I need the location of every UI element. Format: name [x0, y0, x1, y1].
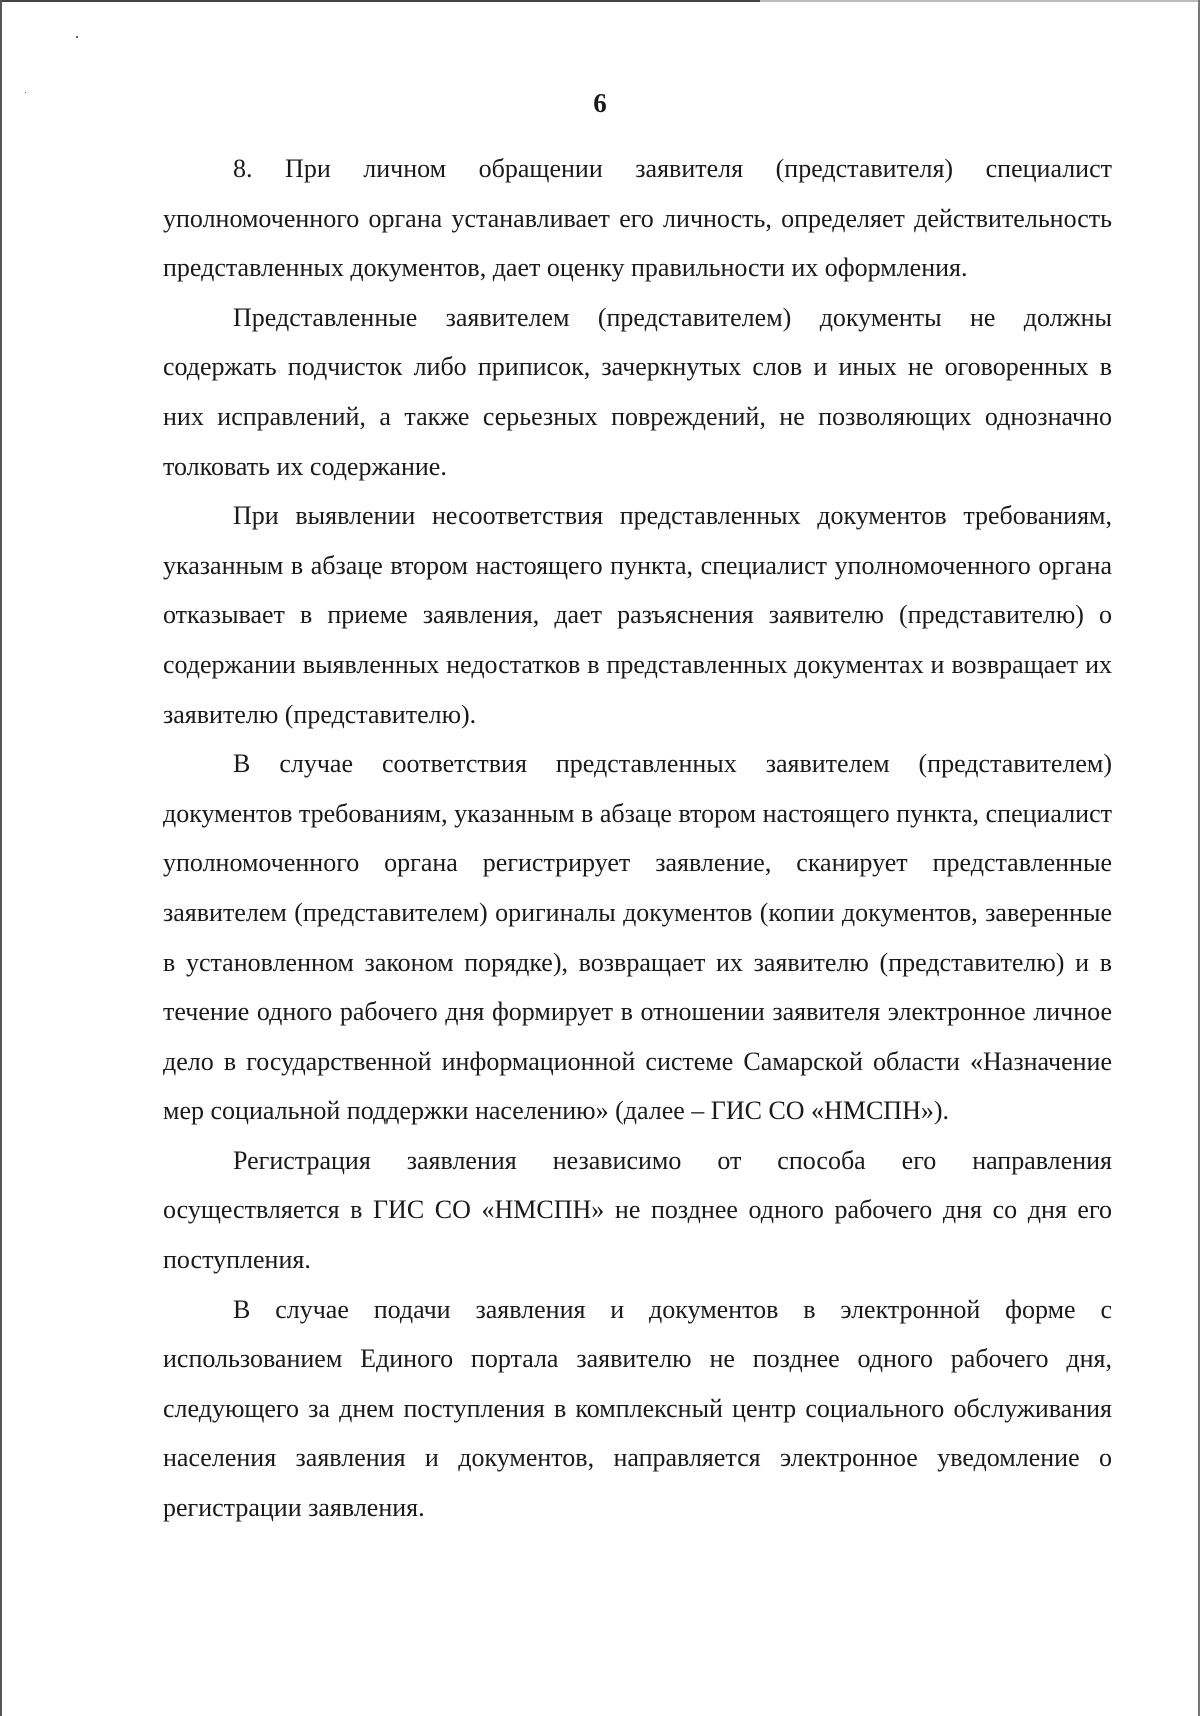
scan-speck	[76, 36, 78, 38]
paragraph-electronic-submission: В случае подачи заявления и документов в электронной форме с использованием Единого портала заявителю не позднее одного рабочего дня, следующего за днем поступления в комплексный центр социального обслуживания населения заявления и документов, направляется электронное уведомление о регистрации заявления.	[163, 1294, 1112, 1523]
scan-border-left	[0, 0, 2, 1716]
paragraph-item-8: 8. При личном обращении заявителя (представителя) специалист уполномоченного органа устанавливает его личность, определяет действительность представленных документов, дает оценку правильности их оформления.	[163, 154, 1112, 283]
paragraph-registration-deadline: Регистрация заявления независимо от способа его направления осуществляется в ГИС СО «НМСПН» не позднее одного рабочего дня со дня его поступления.	[163, 1145, 1112, 1275]
scan-border-top	[0, 0, 1200, 2]
document-body	[163, 144, 1112, 1533]
paragraph-document-requirements: Представленные заявителем (представителем) документы не должны содержать подчисток либо приписок, зачеркнутых слов и иных не оговоренных в них исправлений, а также серьезных повреждений, не позволяющих однозначно толковать их содержание.	[163, 302, 1112, 481]
paragraph-nonconformity: При выявлении несоответствия представленных документов требованиям, указанным в абзаце втором настоящего пункта, специалист уполномоченного органа отказывает в приеме заявления, дает разъяснения заявителю (представителю) о содержании выявленных недостатков в представленных документах и возвращает их заявителю (представителю).	[163, 501, 1112, 729]
paragraph-conformity-registration: В случае соответствия представленных заявителем (представителем) документов требованиям, указанным в абзаце втором настоящего пункта, специалист уполномоченного органа регистрирует заявление, сканирует представленные заявителем (представителем) оригиналы документов (копии документов, заверенные в установленном законом порядке), возвращает их заявителю (представителю) и в течение одного рабочего дня формирует в отношении заявителя электронное личное дело в государственной информационной системе Самарской области «Назначение мер социальной поддержки населению» (далее – ГИС СО «НМСПН»).	[163, 749, 1112, 1126]
page-number: 6	[593, 88, 607, 118]
